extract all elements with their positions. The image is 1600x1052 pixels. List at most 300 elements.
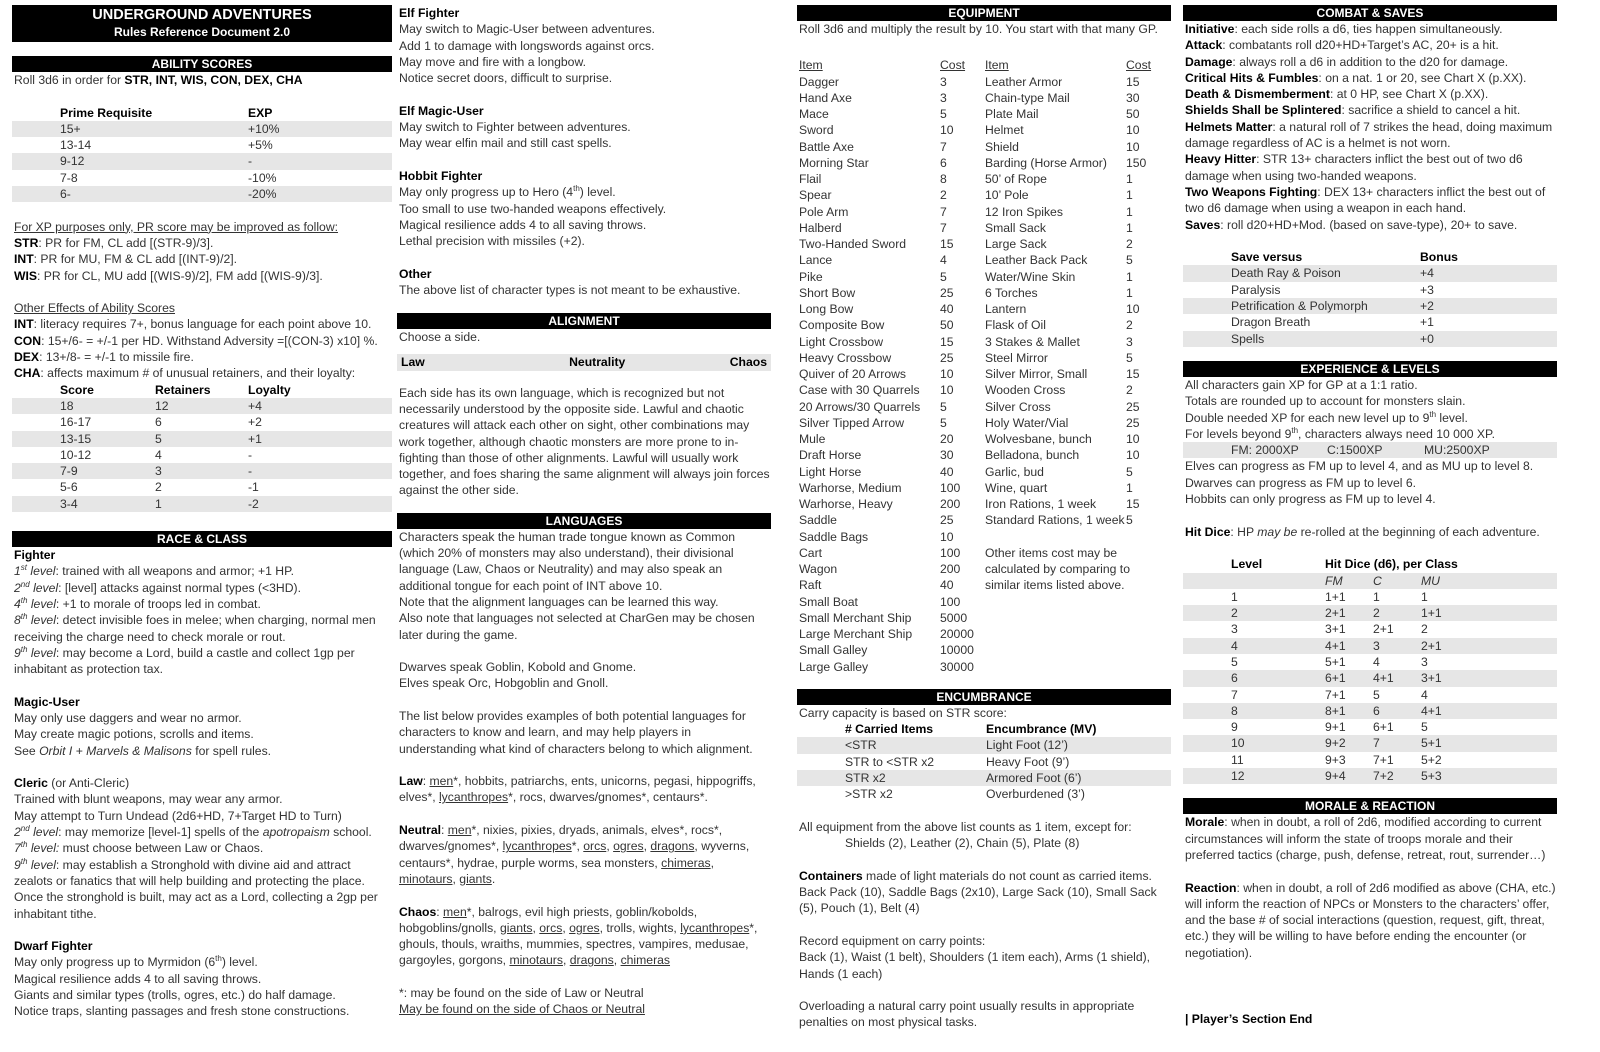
footnote: May be found on the side of Chaos or Neutral [399,1002,645,1017]
item-cost: 1 [1126,480,1133,495]
cell: 4 [1421,687,1428,702]
equipment-row [985,74,1171,90]
rule-label: Saves [1185,217,1221,232]
combat-rule [1183,102,1557,118]
equipment-list-left [797,57,985,675]
level-label: level [27,613,56,628]
class-line: May create magic potions, scrolls and items. [14,727,254,742]
cell: 18 [60,398,74,413]
cell: 4 [155,447,162,462]
cleric-level-rule [12,857,392,890]
cell: 2+1 [1325,606,1346,621]
equipment-row [985,480,1171,496]
list-text: *, nixies, pixies, dryads, animals, elves*, rocs*, dwarves/gnomes*, [399,823,723,854]
column-subheader: MU [1421,573,1440,588]
section-header-alignment: ALIGNMENT [397,313,771,329]
column-header: Loyalty [248,382,291,397]
item-cost: 15 [1126,497,1140,512]
creature-list [399,823,749,886]
equipment-row [985,204,1171,220]
item-name: Composite Bow [799,318,885,333]
column-header: Encumbrance (MV) [986,722,1097,737]
underlined-creature: giants [499,920,533,935]
cell: 6 [155,415,162,430]
cell: STR to <STR x2 [845,754,935,769]
section-header-equipment: EQUIPMENT [797,5,1171,21]
cell: 10 [1231,736,1245,751]
item-cost: 1 [1126,204,1133,219]
item-name: Mule [799,432,826,447]
cell: 5-6 [60,480,78,495]
cell: Paralysis [1231,282,1281,297]
equipment-row [799,642,985,658]
languages-paragraph: The list below provides examples of both potential languages for characters to know and learn, and may help players in understanding what kind of characters belong to which alignment. [399,708,753,756]
level-label: level [27,564,56,579]
cell: 3+1 [1325,622,1346,637]
equipment-row [799,155,985,171]
equipment-row [799,122,985,138]
class-name: Cleric [14,776,48,791]
item-cost: 200 [940,497,961,512]
table-row [12,414,392,430]
cell: 13-15 [60,431,92,446]
equipment-row [985,90,1171,106]
column-subheader: FM [1325,573,1343,588]
cell: 5+1 [1325,654,1346,669]
rule-label: CON [14,333,42,348]
column-header: # Carried Items [845,722,934,737]
item-name: Large Merchant Ship [799,627,913,642]
table-row [12,137,392,153]
list-label: Neutral [399,823,441,838]
class-line: Add 1 to damage with longswords against orcs. [399,38,655,53]
class-name-other: Other [399,266,432,281]
equipment-row [799,431,985,447]
fighter-level-rule [12,612,392,645]
table-header [799,57,985,73]
equipment-row [985,464,1171,480]
encumbrance-exceptions: Shields (2), Leather (2), Chain (5), Plate (8) [845,836,1080,851]
rule-text: : PR for MU, FM & CL add [(INT-9)/2]. [33,252,238,267]
item-cost: 40 [940,578,954,593]
fighter-level-rule [12,596,392,612]
item-name: Draft Horse [799,448,862,463]
cell: 5+1 [1421,736,1442,751]
ordinal: th [1429,409,1437,419]
alignment-body: Each side has its own language, which is recognized but not necessarily understood by the opposite side. Lawful and chaotic creatures will attack each other on sight, other combinations may work together, although chaotic monsters are more prone to in-fighting than those of other alignments. Lawful will usually work together, and foes sharing the same alignment will always join forces against the other side. [399,385,770,498]
level-text: : trained with all weapons and armor; +1 HP. [55,564,295,579]
item-name: Barding (Horse Armor) [985,155,1107,170]
cell: 5 [1231,654,1238,669]
column-header: EXP [248,105,273,120]
cell: 4+1 [1373,671,1394,686]
text: May only progress up to Hero (4 [399,185,574,200]
ordinal: th [215,954,222,964]
item-cost: 10000 [940,643,974,658]
rule-label: Critical Hits & Fumbles [1185,70,1319,85]
item-name: Pike [799,269,823,284]
class-name-hobbit-fighter: Hobbit Fighter [399,168,483,183]
effect-rule [12,365,392,381]
item-cost: 25 [1126,399,1140,414]
level-text: : may become a Lord, build a castle and collect 1gp per inhabitant as protection tax. [14,645,355,677]
equipment-row [799,610,985,626]
carry-points-intro: Record equipment on carry points: [799,933,986,948]
footnote: *: may be found on the side of Law or Neutral [399,986,644,1001]
morale-rule [1183,814,1557,863]
languages-paragraph: Elves speak Orc, Hobgoblin and Gnoll. [399,676,609,691]
item-cost: 25 [1126,415,1140,430]
item-name: Flask of Oil [985,318,1046,333]
table-row [12,463,392,479]
combat-rule [1183,151,1557,184]
item-name: Halberd [799,220,842,235]
text: school. [329,825,372,840]
table-row [797,786,1171,802]
cell: 10-12 [60,447,92,462]
cell: 7-9 [60,464,78,479]
experience-line: Dwarves can progress as FM up to level 6. [1185,475,1416,490]
equipment-row [799,545,985,561]
cell: 2 [1421,622,1428,637]
item-name: Light Crossbow [799,334,883,349]
item-name: Small Galley [799,643,868,658]
class-line [12,954,392,970]
table-row [1183,638,1557,654]
item-name: Mace [799,107,829,122]
class-name-fighter: Fighter [14,548,56,563]
class-line: May move and fire with a longbow. [399,54,586,69]
item-cost: 150 [1126,155,1147,170]
underlined-creature: lycanthropes [680,920,750,935]
cell: 2 [1373,606,1380,621]
cell: -1 [248,480,259,495]
class-line: May wear elfin mail and still cast spells. [399,136,612,151]
item-cost: 10 [940,529,954,544]
text: ) level. [579,185,616,200]
item-name: Saddle [799,513,837,528]
column-2 [397,5,771,1018]
ordinal: nd [20,579,30,589]
rule-label: Initiative [1185,22,1235,36]
item-name: Spear [799,188,832,203]
level-num: 9 [14,645,21,660]
item-name: Two-Handed Sword [799,237,907,252]
table-row [797,770,1171,786]
fighter-level-rule [12,645,392,678]
item-cost: 25 [940,513,954,528]
cleric-level-rule [12,824,392,840]
column-4 [1183,5,1557,1027]
item-cost: 7 [940,220,947,235]
equipment-row [799,366,985,382]
cell: 1 [1231,589,1238,604]
table-header [797,721,1171,737]
ordinal: th [1291,425,1299,435]
combat-rule [1183,86,1557,102]
equipment-row [985,220,1171,236]
combat-rule [1183,37,1557,53]
equipment-row [799,577,985,593]
ability-list: STR, INT, WIS, CON, DEX, CHA [124,73,303,87]
cleric-level-rule [12,840,392,856]
equipment-row [799,594,985,610]
languages-paragraph: Also note that languages not selected at CharGen may be chosen later during the game. [399,611,755,642]
list-text: *, rocs, dwarves/gnomes*, centaurs*. [508,790,708,805]
cell: 4+1 [1421,703,1442,718]
class-name-cleric [12,775,392,791]
item-cost: 4 [940,253,947,268]
cell: 12 [1231,769,1245,784]
class-line: Once the stronghold is built, may act as a Lord, collecting a 2gp per inhabitant tithe. [14,890,378,921]
item-cost: 15 [940,334,954,349]
cell: 11 [1231,752,1244,767]
equipment-row [799,187,985,203]
list-text: *, hobbits, patriarchs, ents, unicorns, pegasi, hippogriffs, elves*, [399,774,756,805]
cell: 5+2 [1421,752,1442,767]
ordinal: th [573,184,580,194]
rule-label: INT [14,317,34,332]
cell: Light Foot (12’) [986,738,1068,753]
item-cost: 5 [940,107,947,122]
saves-table [1183,249,1557,347]
equipment-table [797,57,1171,675]
equipment-row [985,155,1171,171]
equipment-row [799,139,985,155]
cell: 2+1 [1421,638,1442,653]
containers-rule [797,868,1171,884]
table-row [1183,605,1557,621]
underlined-creature: lycanthropes [502,839,572,854]
item-name: Shield [985,139,1019,154]
underlined-creature: lycanthropes [438,790,509,805]
equipment-row [799,512,985,528]
encumbrance-table [797,721,1171,802]
cell: Overburdened (3’) [986,787,1085,802]
prime-requisite-table [12,105,392,203]
item-name: Standard Rations, 1 week [985,513,1125,528]
item-name: Heavy Crossbow [799,350,892,365]
list-text: , [613,953,621,968]
encumbrance-text: All equipment from the above list counts as 1 item, except for: [799,819,1132,834]
rule-label: CHA [14,366,41,381]
table-row [1183,670,1557,686]
cell: STR x2 [845,770,886,785]
cell: +2 [1420,299,1434,314]
xp-cleric: C:1500XP [1327,443,1383,458]
level-label: level [27,596,56,611]
ordinal: th [20,595,28,605]
underlined-creature: orcs [583,839,607,854]
ordinal: th [20,856,28,866]
item-name: Belladona, bunch [985,448,1080,463]
table-row [1183,314,1557,330]
column-header: Prime Requisite [60,105,153,120]
equipment-rows-left [799,74,985,675]
cell: 3+1 [1421,671,1442,686]
experience-line: Elves can progress as FM up to level 4, and as MU up to level 8. [1185,459,1534,474]
underlined-creature: men [429,774,454,789]
combat-rule [1183,184,1557,217]
cell: +2 [248,415,262,430]
underlined-creature: orcs [539,920,563,935]
languages-chaos-list: Chaos: men*, balrogs, evil high priests, goblin/kobolds, hobgoblins/gnolls, giants, orcs, ogres, trolls, wights, lycanthropes*, ghouls, thouls, wraiths, mummies, spectres, vampires, medusae, gargoyles, gorgons, minotaurs, dragons, chimeras [399,904,758,968]
table-header [1183,249,1557,265]
cell: Heavy Foot (9’) [986,754,1070,769]
cell: +0 [1420,331,1434,346]
fighter-level-rule [12,580,392,596]
equipment-row [985,447,1171,463]
item-cost: 10 [940,383,954,398]
class-name-elf-magic-user: Elf Magic-User [399,103,484,118]
cell: 1+1 [1421,606,1442,621]
item-cost: 30000 [940,659,974,674]
cell: 7+2 [1373,769,1394,784]
item-name: Morning Star [799,155,869,170]
text: level. [1436,410,1468,425]
equipment-row [799,464,985,480]
ability-intro [12,72,392,88]
equipment-row [985,187,1171,203]
item-name: 50’ of Rope [985,172,1047,187]
equipment-row [799,285,985,301]
equipment-row [985,122,1171,138]
rule-text: : when in doubt, a roll of 2d6 modified as above (CHA, etc.) will inform the reaction of NPCs or Monsters to the characters’ offer, and the base # of social interactions (question, request, gift, threat, etc.) they will be willing to have before ending the encounter (or negotiation). [1185,880,1556,960]
class-line: May attempt to Turn Undead (2d6+HD, 7+Target HD to Turn) [14,808,342,823]
cell: 3 [1373,638,1380,653]
underlined-creature: minotaurs [509,953,563,968]
table-row [797,754,1171,770]
rule-text: : literacy requires 7+, bonus language for each point above 10. [33,317,372,332]
containers-list: Back Pack (10), Saddle Bags (2x10), Large Sack (10), Small Sack (5), Pouch (1), Belt (4) [799,885,1157,916]
item-cost: 5 [1126,253,1133,268]
equipment-row [799,561,985,577]
cell: 5 [1421,720,1428,735]
cell: - [248,154,253,169]
item-name: Silver Mirror, Small [985,367,1088,382]
hit-dice-table [1183,556,1557,784]
underlined-creature: giants [459,871,492,886]
equipment-row [985,431,1171,447]
item-name: Silver Cross [985,399,1051,414]
rule-text: : when in doubt, a roll of 2d6, modified according to current circumstances will inform the state of troops morale and their preferred tactics (charge, push, defense, retreat, rout, surrender…) [1185,815,1546,862]
table-row [1183,768,1557,784]
cell: 5 [155,431,162,446]
rule-label: Two Weapons Fighting [1185,184,1318,199]
level-label: level: [27,841,60,856]
cell: 2 [1231,606,1238,621]
rule-label: Containers [799,868,863,883]
rule-text: : STR 13+ characters inflict the best out of two d6 damage when using two-handed weapons. [1185,152,1523,183]
rule-label: Helmets Matter [1185,119,1273,134]
languages-paragraph: Note that the alignment languages can be learned this way. [399,594,719,609]
item-cost: 1 [1126,172,1133,187]
equipment-row [799,236,985,252]
column-1 [12,5,392,1020]
table-subheader [1183,573,1557,589]
item-name: Wooden Cross [985,383,1066,398]
list-text: , trolls, wights, [599,920,681,935]
ordinal: th [20,612,28,622]
combat-rule [1183,217,1557,233]
cell: 8+1 [1325,703,1346,718]
class-line: May switch to Magic-User between adventures. [399,22,656,37]
cell: 5 [1373,687,1380,702]
column-header: Save versus [1231,250,1303,265]
section-header-race-class: RACE & CLASS [12,531,392,547]
column-header: Level [1231,557,1263,572]
equipment-row [985,512,1171,528]
rule-text: : a natural roll of 7 strikes the head, doing maximum damage regardless of AC is a helmet is not worn. [1185,119,1553,151]
rule-text: : combatants roll d20+HD+Target’s AC, 20+ is a hit. [1222,38,1499,53]
underlined-creature: ogres [569,920,600,935]
rule-text: : always roll a d6 in addition to the d20 for damage. [1232,54,1509,69]
text: Double needed XP for each new level up to 9 [1185,410,1430,425]
table-row [12,170,392,186]
equipment-row [985,106,1171,122]
cell: 8 [1231,703,1238,718]
item-cost: 100 [940,545,961,560]
item-cost: 3 [940,74,947,89]
equipment-row [985,301,1171,317]
rule-label: Morale [1185,815,1225,830]
equipment-row [985,399,1171,415]
item-cost: 1 [1126,285,1133,300]
list-text: , [532,920,540,935]
table-row [1183,621,1557,637]
item-name: Iron Rations, 1 week [985,497,1097,512]
item-name: Chain-type Mail [985,90,1070,105]
cell: - [248,447,253,462]
item-cost: 20000 [940,627,974,642]
languages-law-list: Law: men*, hobbits, patriarchs, ents, unicorns, pegasi, hippogriffs, elves*, lycanthropes*, rocs, dwarves/gnomes*, centaurs*. [399,774,756,805]
cell: 3 [155,464,162,479]
item-name: Warhorse, Medium [799,480,902,495]
cell: 9+4 [1325,769,1346,784]
equipment-row [799,171,985,187]
equipment-row [985,269,1171,285]
charisma-table [12,382,392,512]
equipment-row [799,447,985,463]
level-num: 2 [14,580,21,595]
creature-list [399,905,757,968]
level-label: level [27,857,56,872]
languages-paragraph: Dwarves speak Goblin, Kobold and Gnome. [399,660,637,675]
xp-heading: For XP purposes only, PR score may be improved as follow: [14,219,339,234]
document-subtitle: Rules Reference Document 2.0 [113,25,291,39]
list-text: *, balrogs, evil high priests, goblin/kobolds, hobgoblins/gnolls, [399,904,698,935]
reaction-rule [1183,880,1557,961]
cell: 9+1 [1325,720,1346,735]
experience-line [1183,426,1557,442]
languages-paragraph: Characters speak the human trade tongue known as Common (which 20% of monsters may also understand), their divisional language (Law, Chaos or Neutrality) and may also speak an additional tongue for each point of INT above 10. [399,529,736,593]
item-name: Short Bow [799,285,856,300]
school-name: apotropaism [262,825,330,840]
item-cost: 25 [940,350,954,365]
item-name: Warhorse, Heavy [799,497,893,512]
item-cost: 10 [1126,448,1140,463]
item-cost: 8 [940,172,947,187]
item-cost: 5 [1126,464,1133,479]
item-cost: 40 [940,464,954,479]
alignment-intro: Choose a side. [399,330,481,345]
table-row [1183,687,1557,703]
class-name-elf-fighter: Elf Fighter [399,6,460,20]
equipment-row [799,626,985,642]
hit-dice-rule [1183,524,1557,540]
equipment-row [799,529,985,545]
class-line: Notice secret doors, difficult to surprise. [399,71,613,86]
